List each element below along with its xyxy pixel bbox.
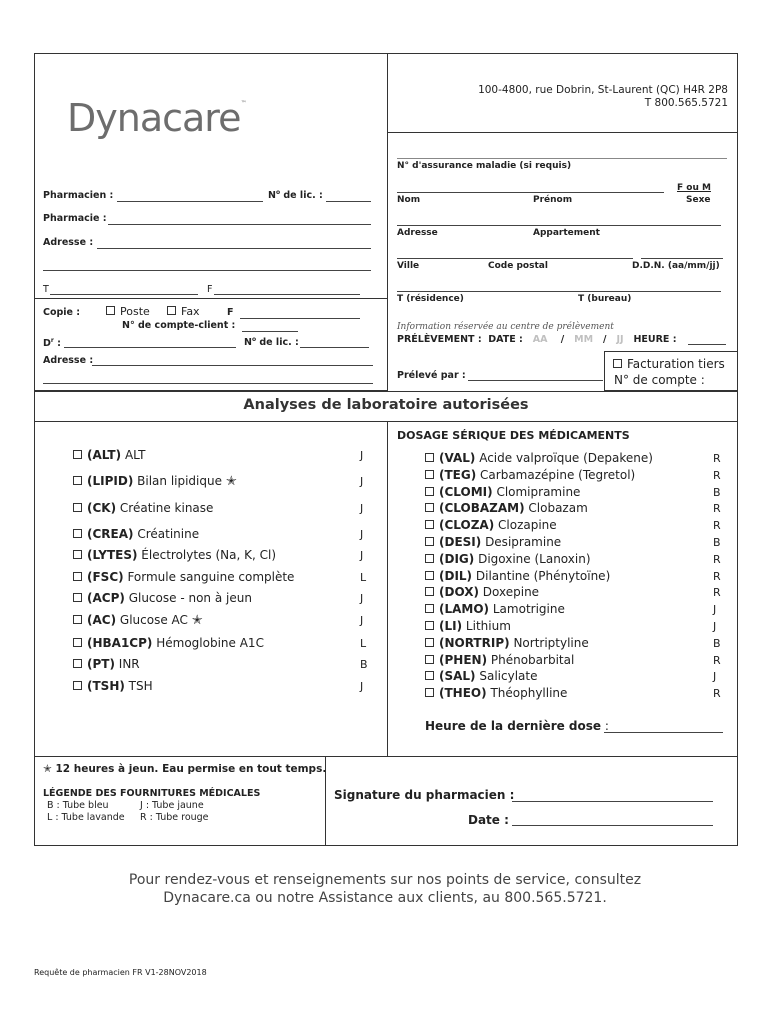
- pharmacie-field[interactable]: [108, 224, 371, 225]
- test-tube-code: L: [360, 637, 367, 650]
- test-item[interactable]: [73, 548, 276, 563]
- copy-fax-field[interactable]: [240, 318, 360, 319]
- drug-code: (TEG): [439, 467, 477, 482]
- account-field[interactable]: [242, 331, 298, 332]
- signature-date-field[interactable]: [512, 825, 713, 826]
- test-checkbox[interactable]: [73, 503, 82, 512]
- fasting-star-icon: ✭: [225, 474, 237, 489]
- last-dose-label: Heure de la dernière dose: [425, 719, 602, 733]
- doctor-label-sup: r: [50, 337, 54, 344]
- pharmacie-label: Pharmacie :: [43, 213, 107, 224]
- drug-item[interactable]: [425, 669, 538, 683]
- drug-checkbox[interactable]: [425, 487, 434, 496]
- test-tube-code: J: [360, 549, 364, 562]
- drug-name: Clomipramine: [496, 484, 581, 499]
- test-tube-code: J: [360, 528, 364, 541]
- legend-b: B : Tube bleu: [47, 800, 109, 811]
- phone-field[interactable]: [397, 291, 721, 292]
- copie-label: Copie :: [43, 307, 81, 318]
- drug-tube-code: R: [713, 452, 721, 465]
- test-name: Créatinine: [137, 527, 200, 541]
- insurance-label: N° d'assurance maladie (si requis): [397, 161, 572, 171]
- company-phone: T 800.565.5721: [644, 97, 728, 109]
- drug-item[interactable]: [425, 585, 539, 599]
- copy-f-label: F: [227, 307, 234, 318]
- drug-name: Phénobarbital: [490, 652, 575, 667]
- test-item[interactable]: [73, 679, 153, 694]
- drug-tube-code: R: [713, 552, 721, 566]
- drug-code: (SAL): [439, 669, 476, 684]
- patient-adresse-label: Adresse: [397, 228, 438, 238]
- pharmacy-adresse-label: Adresse :: [43, 237, 94, 248]
- pharmacy-f-field[interactable]: [214, 294, 360, 295]
- drug-item[interactable]: [425, 619, 511, 633]
- drug-name: Nortriptyline: [513, 635, 589, 650]
- drug-tube-code: R: [713, 653, 721, 667]
- drugs-title: DOSAGE SÉRIQUE DES MÉDICAMENTS: [397, 429, 630, 442]
- test-name: Glucose AC: [119, 613, 188, 627]
- heure-label: HEURE :: [633, 334, 677, 345]
- fasting-note: [43, 763, 326, 775]
- pharmacien-lic-field[interactable]: [326, 201, 371, 202]
- legend-title: LÉGENDE DES FOURNITURES MÉDICALES: [43, 788, 261, 799]
- drug-code: (CLOBAZAM): [439, 501, 525, 516]
- drug-item[interactable]: [425, 636, 589, 650]
- drug-checkbox[interactable]: [425, 537, 434, 546]
- drug-item[interactable]: [425, 552, 591, 566]
- test-checkbox[interactable]: [73, 550, 82, 559]
- nom-prenom-field[interactable]: [397, 192, 664, 193]
- signature-date-label: Date :: [468, 813, 509, 827]
- drug-tube-code: J: [713, 620, 717, 633]
- drug-code: (PHEN): [439, 652, 488, 667]
- test-code: (ALT): [87, 448, 122, 462]
- test-checkbox[interactable]: [73, 450, 82, 459]
- legend-r: R : Tube rouge: [140, 812, 209, 823]
- tests-column-divider: [387, 421, 388, 756]
- drug-tube-code: J: [713, 670, 717, 684]
- drug-code: (CLOMI): [439, 484, 493, 499]
- drug-tube-code: R: [713, 687, 721, 701]
- last-dose-field[interactable]: [604, 732, 723, 733]
- drug-checkbox[interactable]: [425, 621, 434, 630]
- drug-checkbox[interactable]: [425, 587, 434, 596]
- test-item[interactable]: [73, 474, 237, 489]
- pharmacy-t-label: T: [43, 284, 49, 295]
- test-code: (CK): [87, 501, 117, 515]
- drug-tube-code: R: [713, 468, 721, 482]
- drug-checkbox[interactable]: [425, 520, 434, 529]
- test-name: INR: [118, 657, 140, 671]
- drug-item[interactable]: [425, 451, 653, 465]
- drug-item[interactable]: [425, 686, 567, 700]
- drug-checkbox[interactable]: [425, 688, 434, 697]
- drug-name: Digoxine (Lanoxin): [478, 551, 591, 566]
- pharmacien-label: Pharmacien :: [43, 190, 114, 201]
- signature-label: Signature du pharmacien :: [334, 788, 515, 802]
- drug-name: Clozapine: [498, 518, 557, 533]
- test-code: (ACP): [87, 591, 125, 605]
- pharmacy-t-field[interactable]: [50, 294, 198, 295]
- copy-section-box: [34, 298, 388, 391]
- last-dose-row: [425, 719, 609, 733]
- copy-adresse-label: Adresse :: [43, 355, 94, 366]
- pharmacy-adresse-field-2[interactable]: [43, 270, 371, 271]
- drug-name: Salicylate: [479, 669, 538, 684]
- drug-checkbox[interactable]: [425, 503, 434, 512]
- drug-item[interactable]: [425, 485, 580, 499]
- fasting-note-text: 12 heures à jeun. Eau permise en tout temps.: [55, 763, 327, 775]
- test-checkbox[interactable]: [73, 572, 82, 581]
- doctor-label-colon: :: [53, 338, 61, 350]
- facturation-checkbox[interactable]: [613, 359, 622, 368]
- legend-l: L : Tube lavande: [47, 812, 125, 823]
- drug-tube-code: R: [713, 586, 721, 600]
- nom-label: Nom: [397, 195, 421, 205]
- ddn-label: D.D.N. (aa/mm/jj): [632, 261, 720, 271]
- section-title-bottom-rule: [34, 421, 738, 422]
- preleve-label: Prélevé par :: [397, 370, 466, 381]
- drug-code: (LI): [439, 619, 463, 633]
- sexe-label: Sexe: [686, 195, 711, 205]
- account-label: N° de compte-client :: [122, 320, 236, 331]
- patient-address-field[interactable]: [397, 225, 721, 226]
- sex-option-label: F ou M: [677, 183, 711, 193]
- pharmacien-lic-label: $N^o$ de lic. :: [268, 189, 323, 202]
- test-name: TSH: [128, 679, 153, 693]
- drug-item[interactable]: [425, 653, 574, 667]
- footer-line-1: Pour rendez-vous et renseignements sur nos points de service, consultez: [128, 872, 642, 888]
- test-name: Créatine kinase: [119, 501, 214, 515]
- test-code: (LIPID): [87, 474, 134, 488]
- drug-code: (DOX): [439, 585, 479, 600]
- drug-name: Lamotrigine: [492, 602, 565, 617]
- drug-item[interactable]: [425, 518, 557, 532]
- test-item[interactable]: [73, 613, 203, 628]
- drug-checkbox[interactable]: [425, 571, 434, 580]
- drug-code: (LAMO): [439, 602, 490, 617]
- test-item[interactable]: [73, 636, 264, 651]
- test-checkbox[interactable]: [73, 681, 82, 690]
- facturation-option[interactable]: [613, 357, 725, 371]
- drug-tube-code: B: [713, 536, 721, 549]
- drug-name: Lithium: [465, 619, 511, 633]
- footer-line-2: Dynacare.ca ou notre Assistance aux clients, au 800.565.5721.: [163, 890, 607, 906]
- section-title-top-rule: [34, 391, 738, 392]
- pharmacy-f-label: F: [207, 284, 213, 295]
- legend-j: J : Tube jaune: [140, 800, 204, 811]
- drug-name: Clobazam: [528, 501, 588, 516]
- prelevement-date-row: [397, 334, 677, 345]
- test-name: Hémoglobine A1C: [156, 636, 264, 650]
- fasting-star-icon: ✭: [191, 613, 203, 628]
- test-tube-code: J: [360, 614, 364, 627]
- test-name: Bilan lipidique: [137, 474, 222, 488]
- test-tube-code: J: [360, 502, 364, 515]
- test-code: (AC): [87, 613, 117, 627]
- bottom-section-rule: [34, 756, 738, 757]
- drug-name: Desipramine: [485, 535, 562, 549]
- facturation-label: Facturation tiers: [627, 357, 725, 371]
- copy-adresse-field[interactable]: [92, 365, 373, 366]
- form-id: Requête de pharmacien FR V1-28NOV2018: [34, 968, 207, 977]
- test-checkbox[interactable]: [73, 659, 82, 668]
- logo-text: Dynacare: [67, 96, 241, 140]
- drug-tube-code: R: [713, 502, 721, 516]
- ville-label: Ville: [397, 261, 420, 271]
- drug-tube-code: B: [713, 636, 721, 650]
- t-residence-label: T (résidence): [397, 294, 464, 304]
- pharmacien-field[interactable]: [117, 201, 263, 202]
- pharmacy-adresse-field[interactable]: [97, 248, 371, 249]
- date-slash-1: /: [560, 334, 565, 345]
- drug-code: (DIL): [439, 568, 473, 583]
- drug-item[interactable]: [425, 501, 588, 515]
- test-name: ALT: [124, 448, 146, 462]
- drug-tube-code: J: [713, 603, 717, 617]
- drug-name: Carbamazépine (Tegretol): [480, 467, 636, 482]
- test-tube-code: L: [360, 571, 367, 584]
- compte-label: N° de compte :: [614, 373, 705, 387]
- drug-code: (VAL): [439, 451, 476, 465]
- drug-name: Acide valproïque (Depakene): [479, 451, 653, 465]
- test-item[interactable]: [73, 501, 213, 516]
- drug-name: Dilantine (Phénytoïne): [475, 568, 611, 583]
- test-item[interactable]: [73, 448, 146, 463]
- preleve-field[interactable]: [468, 380, 603, 381]
- poste-checkbox[interactable]: [106, 306, 115, 315]
- test-name: Glucose - non à jeun: [128, 591, 252, 605]
- code-postal-label: Code postal: [488, 261, 548, 271]
- last-dose-colon: :: [604, 719, 609, 733]
- doctor-label: [43, 337, 61, 349]
- year-placeholder[interactable]: AA: [532, 334, 548, 345]
- drug-item[interactable]: [425, 569, 610, 583]
- fasting-star-icon: ✭: [43, 763, 52, 775]
- test-tube-code: J: [360, 592, 364, 605]
- month-placeholder[interactable]: MM: [574, 334, 594, 345]
- test-code: (HBA1CP): [87, 636, 153, 650]
- drug-code: (CLOZA): [439, 518, 495, 533]
- drug-checkbox[interactable]: [425, 470, 434, 479]
- test-item[interactable]: [73, 570, 294, 585]
- drug-tube-code: R: [713, 519, 721, 533]
- drug-code: (NORTRIP): [439, 635, 510, 650]
- test-tube-code: J: [360, 680, 364, 693]
- drug-item[interactable]: [425, 602, 565, 616]
- drug-checkbox[interactable]: [425, 554, 434, 563]
- test-code: (CREA): [87, 527, 134, 541]
- logo-trademark: ™: [240, 100, 247, 107]
- test-checkbox[interactable]: [73, 529, 82, 538]
- prenom-label: Prénom: [533, 195, 573, 205]
- test-tube-code: J: [360, 449, 364, 462]
- doctor-field[interactable]: [64, 347, 236, 348]
- drug-checkbox[interactable]: [425, 671, 434, 680]
- test-checkbox[interactable]: [73, 593, 82, 602]
- ddn-field[interactable]: [641, 258, 723, 259]
- dynacare-logo: [67, 96, 246, 140]
- drug-name: Théophylline: [490, 686, 568, 701]
- drug-checkbox[interactable]: [425, 453, 434, 462]
- doctor-label-d: D: [43, 338, 51, 350]
- date-label: DATE :: [488, 334, 523, 345]
- heure-field[interactable]: [688, 344, 726, 345]
- drug-item[interactable]: [425, 468, 635, 482]
- signature-field[interactable]: [512, 801, 713, 802]
- test-code: (FSC): [87, 570, 124, 584]
- drug-tube-code: R: [713, 569, 721, 583]
- fax-option[interactable]: [167, 305, 200, 318]
- test-item[interactable]: [73, 591, 252, 606]
- test-item[interactable]: [73, 527, 199, 542]
- drug-code: (DIG): [439, 551, 475, 566]
- drug-checkbox[interactable]: [425, 638, 434, 647]
- reserved-note: Information réservée au centre de prélèvement: [397, 322, 614, 332]
- test-checkbox[interactable]: [73, 476, 82, 485]
- drug-name: Doxepine: [482, 585, 540, 600]
- test-name: Formule sanguine complète: [127, 570, 295, 584]
- drug-code: (DESI): [439, 535, 482, 549]
- t-bureau-label: T (bureau): [578, 294, 632, 304]
- test-tube-code: B: [360, 658, 368, 671]
- company-address: 100-4800, rue Dobrin, St-Laurent (QC) H4R 2P8: [478, 84, 728, 96]
- drug-item[interactable]: [425, 535, 561, 549]
- ville-field[interactable]: [397, 258, 633, 259]
- appartement-label: Appartement: [533, 228, 600, 238]
- drug-code: (THEO): [439, 686, 487, 701]
- drug-checkbox[interactable]: [425, 655, 434, 664]
- test-checkbox[interactable]: [73, 615, 82, 624]
- fax-checkbox[interactable]: [167, 306, 176, 315]
- date-slash-2: /: [603, 334, 607, 345]
- test-item[interactable]: [73, 657, 140, 672]
- test-code: (TSH): [87, 679, 125, 693]
- doctor-lic-field[interactable]: [300, 347, 369, 348]
- doctor-lic-label: $N^o$ de lic. :: [244, 336, 299, 349]
- poste-option[interactable]: [106, 305, 150, 318]
- test-code: (PT): [87, 657, 115, 671]
- copy-adresse-field-2[interactable]: [43, 383, 373, 384]
- test-name: Électrolytes (Na, K, Cl): [141, 548, 277, 562]
- insurance-field[interactable]: [397, 158, 727, 159]
- drug-checkbox[interactable]: [425, 604, 434, 613]
- poste-label: Poste: [120, 305, 150, 318]
- test-tube-code: J: [360, 475, 364, 488]
- prelevement-label: PRÉLÈVEMENT :: [397, 334, 482, 345]
- test-checkbox[interactable]: [73, 638, 82, 647]
- fax-label: Fax: [181, 305, 200, 318]
- day-placeholder[interactable]: JJ: [616, 334, 624, 345]
- drug-tube-code: B: [713, 485, 721, 499]
- section-title: Analyses de laboratoire autorisées: [243, 397, 529, 413]
- test-code: (LYTES): [87, 548, 138, 562]
